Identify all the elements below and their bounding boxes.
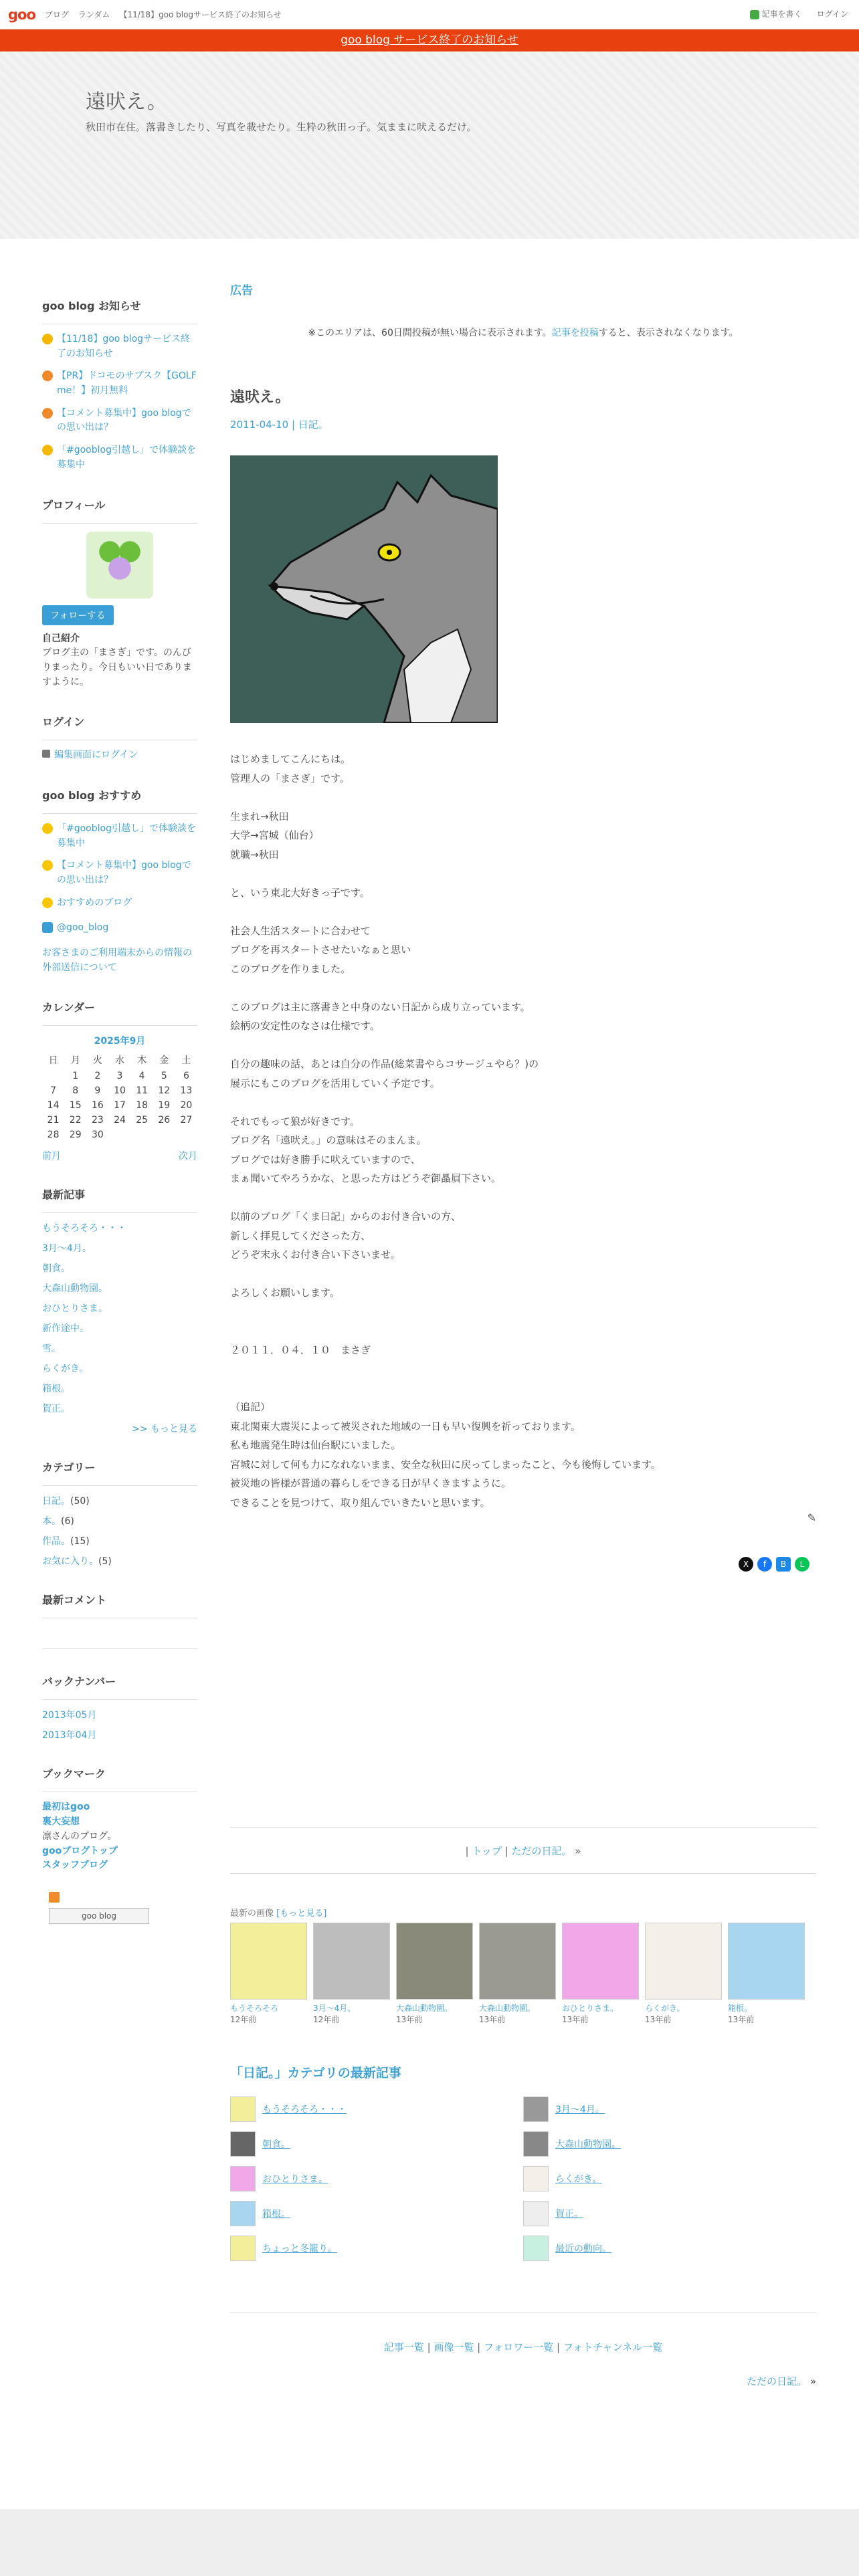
recent-link[interactable]: おひとりさま。 <box>42 1303 108 1315</box>
thumbnail-age: 13年前 <box>396 2015 423 2024</box>
cal-day: 26 <box>158 1115 171 1126</box>
recent-link[interactable]: 賀正。 <box>42 1404 70 1415</box>
pencil-icon[interactable]: ✎ <box>807 1511 816 1524</box>
thumbnail-age: 12年前 <box>230 2015 257 2024</box>
editor-login-link[interactable]: 編集画面にログイン <box>54 750 138 761</box>
recent-thumb <box>230 2201 256 2226</box>
intro-label: 自己紹介 <box>42 633 80 644</box>
thumbnail-age: 13年前 <box>728 2015 755 2024</box>
cal-head: 水 <box>114 1055 124 1067</box>
recent-thumb <box>523 2236 549 2261</box>
backnumber-list[interactable] <box>42 1708 197 1741</box>
cal-day: 4 <box>138 1071 145 1082</box>
widget-title: goo blog おすすめ <box>42 787 197 814</box>
next-post-link[interactable]: ただの日記。 <box>511 1845 572 1857</box>
thumbnail[interactable] <box>230 1923 307 2025</box>
cal-head: 日 <box>48 1055 58 1067</box>
cal-day: 12 <box>158 1085 171 1097</box>
badge-label: goo blog <box>81 1911 117 1921</box>
news-item[interactable]: 【PR】ドコモのサブスク【GOLF me！】初月無料 <box>57 370 197 397</box>
sidebar <box>42 298 197 1924</box>
category-recent-grid <box>230 2097 816 2261</box>
thumbnail[interactable] <box>562 1923 639 2025</box>
pr-icon <box>42 370 53 381</box>
recommend-item[interactable]: 「#gooblog引越し」で体験談を募集中 <box>57 823 196 849</box>
ad-text-a: ※このエリアは、60日間投稿が無い場合に表示されます。 <box>308 328 552 338</box>
recent-link[interactable]: もうそろそろ・・・ <box>42 1223 126 1235</box>
widget-title: 最新記事 <box>42 1186 197 1213</box>
recent-item-link[interactable]: おひとりさま。 <box>262 2174 328 2185</box>
cal-day <box>108 1128 130 1142</box>
news-widget <box>42 298 197 473</box>
recent-item-link[interactable]: 3月～4月。 <box>555 2105 605 2115</box>
thumbnail-image <box>562 1923 639 2000</box>
ad-text-b: すると、表示されなくなります。 <box>598 328 739 338</box>
more-link[interactable]: >> もっと見る <box>132 1424 197 1435</box>
cal-day: 8 <box>72 1085 79 1097</box>
hatena-share-icon[interactable]: B <box>776 1557 791 1572</box>
thumbnail-image <box>645 1923 722 2000</box>
facebook-share-icon[interactable]: f <box>757 1557 772 1572</box>
cal-day <box>42 1069 64 1083</box>
widget-title: ブックマーク <box>42 1765 197 1792</box>
recent-item-link[interactable]: 朝食。 <box>262 2139 290 2150</box>
recent-item-link[interactable]: もうそろそろ・・・ <box>262 2105 347 2115</box>
image-list-link[interactable]: 画像一覧 <box>434 2341 474 2353</box>
recent-item-link[interactable]: らくがき。 <box>555 2174 602 2185</box>
cal-day: 6 <box>183 1071 189 1082</box>
recent-item[interactable] <box>230 2131 523 2157</box>
cal-head: 月 <box>70 1055 80 1067</box>
thumbnail-age: 12年前 <box>313 2015 340 2024</box>
top-bar <box>0 0 859 29</box>
service-end-notice <box>0 29 859 51</box>
follow-button[interactable]: フォローする <box>42 605 114 625</box>
recent-item[interactable] <box>523 2166 816 2191</box>
recent-item[interactable] <box>523 2201 816 2226</box>
recent-thumb <box>523 2131 549 2157</box>
thumbnail-age: 13年前 <box>562 2015 589 2024</box>
cal-day: 21 <box>47 1115 60 1126</box>
cal-day: 29 <box>69 1130 82 1141</box>
next-month-link[interactable]: 次月 <box>179 1151 197 1162</box>
thumbnail-caption: 箱根。 <box>728 2004 753 2013</box>
main-content <box>230 281 816 2387</box>
cal-day: 22 <box>69 1115 82 1126</box>
recent-widget <box>42 1186 197 1435</box>
recommend-widget <box>42 787 197 976</box>
widget-title: 最新コメント <box>42 1592 197 1618</box>
cal-day: 14 <box>47 1100 60 1111</box>
cal-head: 金 <box>159 1055 169 1067</box>
cal-head: 火 <box>92 1055 102 1067</box>
cal-day: 1 <box>72 1071 79 1082</box>
recent-link[interactable]: 3月～4月。 <box>42 1243 92 1255</box>
thumbnail-caption: おひとりさま。 <box>562 2004 619 2013</box>
news-item[interactable]: 【11/18】goo blogサービス終了のお知らせ <box>57 334 191 359</box>
calendar-widget <box>42 999 197 1162</box>
recent-thumb <box>523 2097 549 2122</box>
login-link[interactable]: ログイン <box>816 9 848 19</box>
thumbnail-caption: 3月～4月。 <box>313 2004 356 2013</box>
recent-thumb <box>523 2201 549 2226</box>
thumbnail[interactable] <box>313 1923 390 2025</box>
article-list-link[interactable]: 記事一覧 <box>383 2341 424 2353</box>
line-share-icon[interactable]: L <box>795 1557 809 1572</box>
thumbnail-caption: 大森山動物園。 <box>396 2004 453 2013</box>
post-category[interactable]: 日記。 <box>298 419 328 431</box>
top-right <box>750 8 848 19</box>
cal-day: 3 <box>116 1071 123 1082</box>
back-link[interactable]: 2013年04月 <box>42 1730 97 1741</box>
category-link[interactable]: 日記。 <box>42 1496 70 1507</box>
recent-link[interactable]: 大森山動物園。 <box>42 1283 108 1295</box>
widget-title: カテゴリー <box>42 1459 197 1486</box>
cal-day: 2 <box>94 1071 101 1082</box>
more-images-link[interactable]: [もっと見る] <box>276 1909 327 1919</box>
post-date[interactable]: 2011-04-10 <box>230 419 289 431</box>
cal-head: 土 <box>181 1055 191 1067</box>
widget-title: goo blog お知らせ <box>42 298 197 324</box>
bulb-icon <box>42 445 53 455</box>
cal-day: 20 <box>180 1100 193 1111</box>
nav-blog[interactable]: ブログ <box>44 10 69 19</box>
calendar-table <box>42 1051 197 1142</box>
recent-item[interactable] <box>230 2166 523 2191</box>
thumbnail-age: 13年前 <box>479 2015 506 2024</box>
cal-day: 23 <box>91 1115 104 1126</box>
recent-item-link[interactable]: 大森山動物園。 <box>555 2139 621 2150</box>
thumbnail[interactable] <box>645 1923 722 2025</box>
category-count: (5) <box>98 1556 112 1568</box>
recent-item-link[interactable]: 最近の動向。 <box>555 2244 611 2254</box>
ad-text <box>230 326 816 339</box>
thumbnail-age: 13年前 <box>645 2015 672 2024</box>
cal-day <box>131 1128 153 1142</box>
bulb-icon <box>42 897 53 908</box>
bottom-next-link[interactable]: ただの日記。 <box>747 2375 807 2387</box>
recent-item[interactable] <box>230 2097 523 2122</box>
goo-blog-badge[interactable] <box>49 1908 149 1924</box>
thumbnail-image <box>396 1923 473 2000</box>
cal-day: 25 <box>136 1115 149 1126</box>
category-link[interactable]: お気に入り。 <box>42 1556 98 1568</box>
thumbnail-caption: 大森山動物園。 <box>479 2004 536 2013</box>
top-link[interactable]: トップ <box>472 1845 502 1857</box>
twitter-link[interactable]: @goo_blog <box>57 922 109 934</box>
recent-link[interactable]: らくがき。 <box>42 1364 89 1375</box>
thumbnail-image <box>313 1923 390 2000</box>
follower-list-link[interactable]: フォロワー一覧 <box>484 2341 554 2353</box>
cal-day: 19 <box>158 1100 171 1111</box>
recent-link[interactable]: 箱根。 <box>42 1384 70 1395</box>
cal-day: 9 <box>94 1085 101 1097</box>
cal-day: 13 <box>180 1085 193 1097</box>
thumbnail-image <box>479 1923 556 2000</box>
thumbnail-row <box>230 1923 805 2025</box>
cal-day: 15 <box>69 1100 82 1111</box>
goo-logo[interactable]: goo <box>8 6 35 23</box>
bookmark-link[interactable]: 最初はgoo <box>42 1802 90 1813</box>
bookmark-link[interactable]: gooブログトップ <box>42 1845 118 1856</box>
recent-link[interactable]: 雪。 <box>42 1344 61 1355</box>
recent-item[interactable] <box>523 2131 816 2157</box>
recent-item[interactable] <box>523 2097 816 2122</box>
cal-day: 17 <box>114 1100 126 1111</box>
recent-item[interactable] <box>230 2201 523 2226</box>
photo-channel-link[interactable]: フォトチャンネル一覧 <box>563 2341 663 2353</box>
news-item[interactable]: 「#gooblog引越し」で体験談を募集中 <box>57 445 196 470</box>
cal-day: 7 <box>50 1085 57 1097</box>
post-title[interactable]: 遠吠え。 <box>230 389 290 406</box>
ad-title: 広告 <box>230 284 253 298</box>
category-widget <box>42 1459 197 1568</box>
wolf-illustration[interactable] <box>230 455 498 723</box>
pencil-icon <box>42 750 50 758</box>
recent-link[interactable]: 朝食。 <box>42 1263 70 1275</box>
nav-random[interactable]: ランダム <box>78 10 110 19</box>
recent-item[interactable] <box>230 2236 523 2261</box>
widget-title: バックナンバー <box>42 1673 197 1700</box>
recent-link[interactable]: 新作途中。 <box>42 1323 89 1335</box>
divider <box>42 1636 197 1649</box>
category-count: (6) <box>61 1516 74 1527</box>
cal-day <box>153 1128 175 1142</box>
cal-day <box>175 1128 197 1142</box>
news-item[interactable]: 【コメント募集中】goo blogでの思い出は？ <box>57 407 191 433</box>
recent-thumb <box>230 2236 256 2261</box>
device-info-link[interactable]: お客さまのご利用端末からの情報の外部送信について <box>42 948 192 973</box>
nav-notice[interactable]: 【11/18】goo blogサービス終了のお知らせ <box>119 10 282 19</box>
prev-month-link[interactable]: 前月 <box>42 1151 61 1162</box>
widget-title: プロフィール <box>42 497 197 524</box>
backnumber-widget <box>42 1673 197 1741</box>
recent-item-link[interactable]: 賀正。 <box>555 2209 583 2220</box>
recent-item-link[interactable]: 箱根。 <box>262 2209 290 2220</box>
profile-widget <box>42 497 197 690</box>
avatar[interactable] <box>86 532 153 599</box>
post-body: はじめましてこんにちは。 管理人の「まさぎ」です。 生まれ→秋田 大学→宮城（仙台） 就職→秋田 と、いう東北大好きっ子です。 社会人生活スタートに合わせて ブログを再スタートさせたいなぁと思い このブログを作りました。 このブログは主に落書きと中身のない日記から成り立っています。 絵柄の安定性のなさは仕様です。 自分の趣味の話、あとは自分の作品(総菜書やらコサージュやら？)の 展示にもこのブログを活用していく予定です。 それでもって狼が好きです。 ブログ名「遠吠え。」の意味はそのまんま。 ブログでは好き勝手に吠えていますので、 まぁ聞いてやろうかな、と思った方はどうぞ御贔屓下さい。 以前のブログ「くま日記」からのお付き合いの方、 新しく拝見してくださった方、 どうぞ末永くお付き合い下さいませ。 よろしくお願いします。 ２０１１．０４．１０ まさぎ （追記） 東北関東大震災によって被災された地域の一日も早い復興を祈っております。 私も地震発生時は仙台駅にいました。 宮城に対して何も力になれないまま、安全な秋田に戻ってしまったこと、今も後悔しています。 被災地の皆様が普通の暮らしをできる日が早くきますように。 できることを見つけて、取り組んでいきたいと思います。 <box>230 753 661 1509</box>
rss-icon[interactable] <box>49 1892 60 1903</box>
recommend-item[interactable]: おすすめのブログ <box>57 897 132 908</box>
comment-icon <box>42 408 53 419</box>
thumbnail[interactable] <box>396 1923 473 2025</box>
bottom-links: 記事一覧 | 画像一覧 | フォロワー一覧 | フォトチャンネル一覧 <box>230 2313 816 2354</box>
bottom-next: ただの日記。 » <box>747 2375 816 2387</box>
category-count: (50) <box>70 1496 90 1507</box>
cal-day: 27 <box>180 1115 193 1126</box>
footer <box>0 2509 859 2576</box>
wolf-drawing <box>230 455 498 723</box>
cal-day: 11 <box>136 1085 149 1097</box>
category-link[interactable]: 作品。 <box>42 1536 70 1547</box>
recent-thumb <box>230 2097 256 2122</box>
category-link[interactable]: 本。 <box>42 1516 61 1527</box>
latest-images-label: 最新の画像 <box>230 1909 274 1919</box>
category-count: (15) <box>70 1536 90 1547</box>
post-pager: | トップ | ただの日記。 » <box>230 1827 816 1874</box>
bookmark-link[interactable]: 裏大妄想 <box>42 1816 80 1828</box>
intro-text: ブログ主の「まさぎ」です。のんびりまったり。今日もいい日でありますように。 <box>42 647 192 687</box>
write-label: 記事を書く <box>761 9 802 19</box>
thumbnail-caption: もうそろそろ <box>230 2004 279 2013</box>
x-share-icon[interactable]: X <box>739 1557 753 1572</box>
cal-day: 16 <box>91 1100 104 1111</box>
widget-title: ログイン <box>42 714 197 740</box>
calendar-month: 2025年9月 <box>94 1036 146 1047</box>
thumbnail-image <box>728 1923 805 2000</box>
cal-day: 30 <box>91 1130 104 1141</box>
cal-head: 木 <box>137 1055 147 1067</box>
cal-day: 18 <box>136 1100 149 1111</box>
recent-item[interactable] <box>523 2236 816 2261</box>
post-meta: 2011-04-10 | 日記。 <box>230 419 328 431</box>
bookmark-widget <box>42 1765 197 1872</box>
bulb-icon <box>42 823 53 834</box>
bookmark-desc: 凛さんのブログ。 <box>42 1830 117 1842</box>
blog-title[interactable]: 遠吠え。 <box>86 90 167 114</box>
thumbnail[interactable] <box>728 1923 805 2025</box>
blog-description: 秋田市在住。落書きしたり、写真を載せたり。生粋の秋田っ子。気ままに吠えるだけ。 <box>86 121 477 133</box>
back-link[interactable]: 2013年05月 <box>42 1710 97 1721</box>
recent-item-link[interactable]: ちょっと冬籠り。 <box>262 2244 337 2254</box>
latest-images-head <box>230 1906 326 1919</box>
write-icon <box>750 10 759 19</box>
cal-day: 10 <box>114 1085 126 1097</box>
widget-title: カレンダー <box>42 999 197 1026</box>
category-recent-title: 「日記。」カテゴリの最新記事 <box>230 2066 401 2080</box>
cal-day: 5 <box>161 1071 167 1082</box>
recent-thumb <box>523 2166 549 2191</box>
login-widget <box>42 714 197 763</box>
star-icon <box>42 334 53 344</box>
bulb-icon <box>42 860 53 871</box>
twitter-icon <box>42 922 53 933</box>
blog-header <box>0 51 859 239</box>
recent-thumb <box>230 2166 256 2191</box>
comment-widget <box>42 1592 197 1649</box>
write-article-link[interactable] <box>750 8 802 19</box>
share-buttons <box>739 1557 809 1572</box>
post-article-link[interactable]: 記事を投稿 <box>551 328 599 338</box>
thumbnail-image <box>230 1923 307 2000</box>
recent-thumb <box>230 2131 256 2157</box>
thumbnail-caption: らくがき。 <box>645 2004 685 2013</box>
notice-link[interactable]: goo blog サービス終了のお知らせ <box>341 33 518 47</box>
bookmark-link[interactable]: スタッフブログ <box>42 1860 108 1871</box>
cal-day: 28 <box>47 1130 60 1141</box>
recommend-item[interactable]: 【コメント募集中】goo blogでの思い出は？ <box>57 860 191 885</box>
cal-day: 24 <box>114 1115 126 1126</box>
thumbnail[interactable] <box>479 1923 556 2025</box>
